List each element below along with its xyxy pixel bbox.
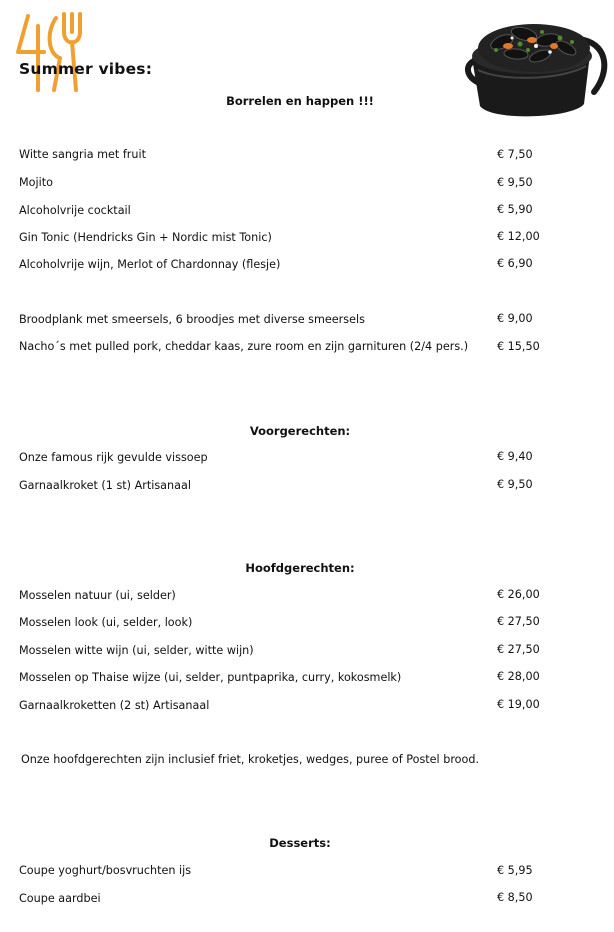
menu-item-price: € 5,95 [497,864,533,877]
menu-item: Garnaalkroket (1 st) Artisanaal [19,479,191,492]
menu-item: Witte sangria met fruit [19,148,146,161]
menu-item: Alcoholvrije cocktail [19,204,131,217]
menu-item-price: € 26,00 [497,588,540,601]
menu-item-price: € 9,50 [497,176,533,189]
menu-item-price: € 8,50 [497,891,533,904]
menu-item-price: € 19,00 [497,698,540,711]
menu-item: Broodplank met smeersels, 6 broodjes met diverse smeersels [19,313,365,326]
menu-item: Mosselen look (ui, selder, look) [19,616,193,629]
menu-item: Onze famous rijk gevulde vissoep [19,451,208,464]
section-heading-borrelen: Borrelen en happen !!! [226,94,374,108]
menu-item: Mosselen witte wijn (ui, selder, witte wijn) [19,644,254,657]
menu-item: Alcoholvrije wijn, Merlot of Chardonnay (flesje) [19,258,281,271]
menu-item: Nacho´s met pulled pork, cheddar kaas, zure room en zijn garnituren (2/4 pers.) [19,340,469,353]
menu-item: Gin Tonic (Hendricks Gin + Nordic mist Tonic) [19,231,272,244]
section-heading-voorgerechten: Voorgerechten: [249,424,351,438]
menu-item-price: € 27,50 [497,643,540,656]
menu-item-price: € 27,50 [497,615,540,628]
menu-item: Mosselen natuur (ui, selder) [19,589,176,602]
main-course-note: Onze hoofdgerechten zijn inclusief friet, kroketjes, wedges, puree of Postel brood. [21,753,480,766]
spoon-fork-logo-icon [14,8,92,96]
menu-item: Mosselen op Thaise wijze (ui, selder, puntpaprika, curry, kokosmelk) [19,671,402,684]
menu-item: Coupe aardbei [19,892,101,905]
menu-item: Coupe yoghurt/bosvruchten ijs [19,864,192,877]
menu-item-price: € 28,00 [497,670,540,683]
menu-item-price: € 15,50 [497,340,540,353]
section-heading-desserts: Desserts: [269,836,331,850]
menu-item-price: € 9,50 [497,478,533,491]
menu-item-price: € 5,90 [497,203,533,216]
page-title: Summer vibes: [19,60,153,78]
menu-item-price: € 6,90 [497,257,533,270]
menu-item-price: € 9,00 [497,312,533,325]
menu-item: Garnaalkroketten (2 st) Artisanaal [19,699,210,712]
menu-item-price: € 9,40 [497,450,533,463]
section-heading-hoofdgerechten: Hoofdgerechten: [245,561,355,575]
menu-item: Mojito [19,176,53,189]
menu-item-price: € 7,50 [497,148,533,161]
menu-item-price: € 12,00 [497,230,540,243]
